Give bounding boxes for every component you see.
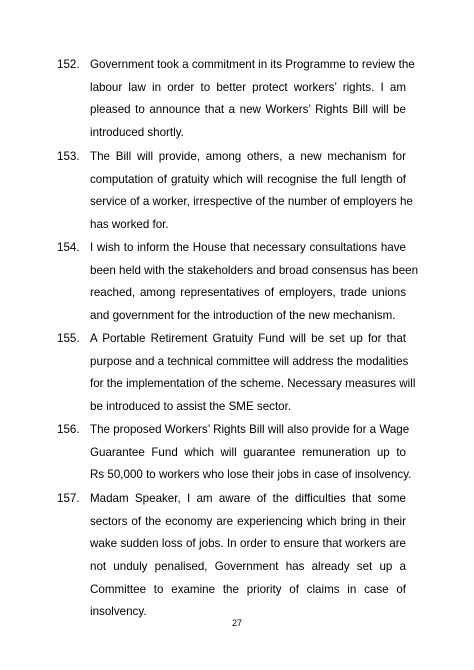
paragraph-number: 155. [57,332,80,345]
paragraph-text [90,146,413,237]
paragraph-number: 153. [57,150,80,163]
text-line: for the implementation of the scheme. Necessary measures will [90,377,416,391]
text-line: wake sudden loss of jobs. In order to ensure that workers are [90,537,406,551]
paragraph-text [90,488,406,624]
paragraph-number: 154. [57,241,80,254]
text-line: Rs 50,000 to workers who lose their jobs in case of insolvency. [90,468,412,482]
text-line: Guarantee Fund which will guarantee remuneration up to [90,445,406,459]
paragraph-number: 157. [57,492,80,505]
text-line: purpose and a technical committee will address the modalities [90,354,409,368]
text-line: been held with the stakeholders and broad consensus has been [90,263,419,277]
text-line: The Bill will provide, among others, a new mechanism for [90,150,406,163]
text-line: and government for the introduction of the new mechanism. [90,309,396,323]
paragraph-text [90,328,416,419]
text-line: sectors of the economy are experiencing which bring in their [90,514,406,528]
text-line: be introduced to assist the SME sector. [90,400,292,414]
text-line: A Portable Retirement Gratuity Fund will be set up for that [90,332,406,345]
text-line: has worked for. [90,218,169,232]
text-line: introduced shortly. [90,126,184,140]
text-line: I wish to inform the House that necessary consultations have [90,241,406,254]
text-line: insolvency. [90,605,147,619]
text-line: service of a worker, irrespective of the number of employers he [90,195,413,209]
paragraph-text [90,419,412,487]
paragraph-number: 152. [57,58,80,71]
paragraph-number: 156. [57,423,80,436]
text-line: Committee to examine the priority of claims in case of [90,582,406,596]
text-line: reached, among representatives of employers, trade unions [90,286,406,300]
text-line: pleased to announce that a new Workers’ Rights Bill will be [90,103,406,117]
text-line: The proposed Workers’ Rights Bill will also provide for a Wage [90,423,410,436]
text-line: computation of gratuity which will recognise the full length of [90,172,406,186]
paragraph-text [90,54,415,145]
text-line: Government took a commitment in its Programme to review the [90,58,415,71]
paragraph-text [90,237,419,328]
text-line: not unduly penalised, Government has already set up a [90,560,406,574]
text-line: labour law in order to better protect workers’ rights. I am [90,80,406,94]
page-number: 27 [231,618,242,628]
text-line: Madam Speaker, I am aware of the difficulties that some [90,492,406,505]
